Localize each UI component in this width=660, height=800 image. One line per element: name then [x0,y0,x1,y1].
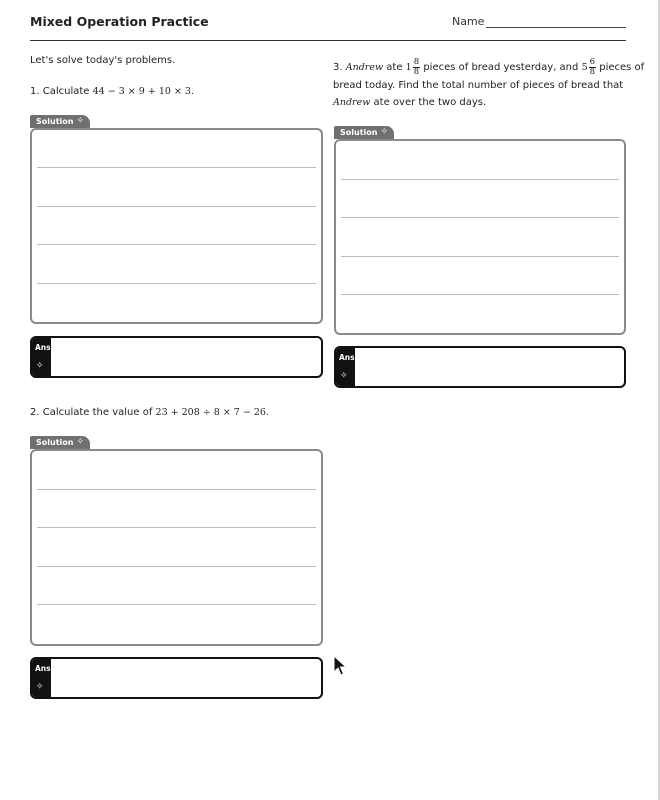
solution-label: Solution [36,438,74,447]
mouse-pointer-icon [333,655,347,677]
problem-1-expression: 44 − 3 × 9 + 10 × 3. [92,86,194,97]
solution-label: Solution [340,128,378,137]
problem-3-text: ate over the two days. [373,97,487,108]
fraction-denominator: 8 [589,66,596,77]
problem-2-number: 2. [30,407,40,418]
problem-3-text: pieces of [599,61,645,73]
answer-sidebar [336,348,355,386]
solution-tab-2[interactable] [30,436,90,449]
writing-line [37,489,316,490]
problem-3-person-name: Andrew [333,97,371,108]
sparkle-icon: ✧ [76,116,84,126]
writing-line [37,527,316,528]
problem-3-line-1 [333,56,645,78]
sparkle-icon[interactable]: ✧ [340,371,348,381]
writing-line [37,604,316,605]
answer-box-2[interactable] [30,657,323,699]
answer-box-1[interactable] [30,336,323,378]
mixed-number-1 [406,58,420,77]
solution-box-2[interactable] [30,449,323,646]
answer-sidebar [32,659,51,697]
fraction-denominator: 8 [413,66,420,77]
solution-label: Solution [36,117,74,126]
problem-3-line-2: bread today. Find the total number of pieces of bread that [333,80,624,91]
sparkle-icon: ✧ [380,127,388,137]
solution-tab-3[interactable] [334,126,394,139]
page-title: Mixed Operation Practice [30,14,209,29]
writing-line [341,256,619,257]
sparkle-icon[interactable]: ✧ [36,361,44,371]
solution-box-1[interactable] [30,128,323,324]
problem-3-line-3 [333,94,629,111]
answer-sidebar [32,338,51,376]
fraction-numerator: 8 [413,56,420,67]
problem-2 [30,404,269,421]
answer-label: Ans [35,664,51,673]
writing-line [341,294,619,295]
writing-line [37,566,316,567]
mixed-number-whole: 1 [405,61,412,73]
mixed-number-2 [582,58,596,77]
writing-line [341,217,619,218]
problem-3-person-name: Andrew [345,61,384,73]
answer-label: Ans [339,353,355,362]
problem-1-text: Calculate [42,86,90,97]
answer-label: Ans [35,343,51,352]
problem-1 [30,83,194,100]
writing-line [37,167,316,168]
problem-1-number: 1. [30,86,40,97]
answer-box-3[interactable] [334,346,626,388]
problem-3-number: 3. [333,61,343,73]
problem-3 [333,56,645,111]
problem-2-text: Calculate the value of [42,407,153,418]
solution-tab-1[interactable] [30,115,90,128]
intro-text: Let's solve today's problems. [30,55,176,66]
writing-line [37,244,316,245]
sparkle-icon: ✧ [76,437,84,447]
name-label: Name [452,15,485,28]
writing-line [37,283,316,284]
problem-2-expression: 23 + 208 ÷ 8 × 7 − 26. [155,407,269,418]
fraction-numerator: 6 [589,56,596,67]
header-divider [30,40,626,41]
mixed-number-whole: 5 [581,61,588,73]
problem-3-text: ate [386,61,403,73]
sparkle-icon[interactable]: ✧ [36,682,44,692]
solution-box-3[interactable] [334,139,626,335]
problem-3-text: pieces of bread yesterday, and [423,61,579,73]
writing-line [341,179,619,180]
writing-line [37,206,316,207]
name-field-line[interactable] [486,27,626,28]
